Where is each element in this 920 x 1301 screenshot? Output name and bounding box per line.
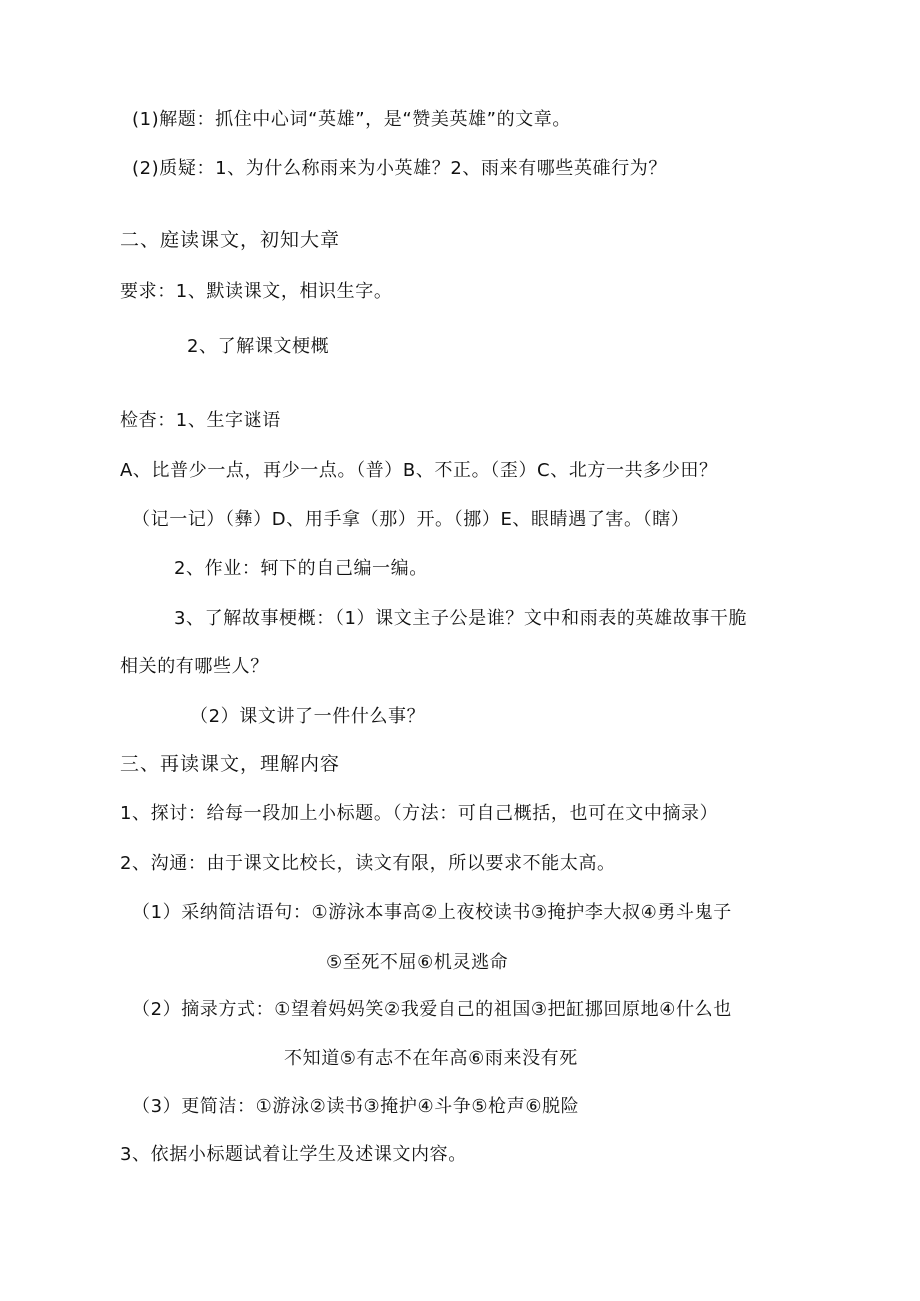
section-heading-3: 三、再读课文，理解内容 [120, 753, 341, 775]
text-line-homework: 2、作业：轲下的自己编一编。 [174, 558, 428, 579]
text-line-story-summary-cont: 相关的有哪些人？ [120, 656, 269, 677]
text-line-1: (1)解题：抓住中心词“英雄”，是“赞美英雄”的文章。 [132, 109, 571, 130]
section-heading-2: 二、庭读课文，初知大章 [120, 229, 341, 251]
text-line-riddles-1: A、比普少一点，再少一点。（普）B、不正。（歪）C、北方一共多少田？ [120, 460, 718, 481]
text-line-requirements: 要求：1、默读课文，相识生字。 [120, 281, 393, 302]
text-line-option-3: （3）更简洁：①游泳②读书③掩护④斗争⑤枪声⑥脱险 [132, 1096, 580, 1117]
text-line-story-question-2: （2）课文讲了一件什么事？ [190, 706, 426, 727]
text-line-check: 检杳：1、生字谜语 [120, 410, 281, 431]
text-line-riddles-2: （记一记）（彝）D、用手拿（那）开。（挪）E、眼睛遇了害。（瞎） [132, 509, 690, 530]
text-line-2: (2)质疑：1、为什么称雨来为小英雄？2、雨来有哪些英碓行为？ [132, 158, 667, 179]
text-line-communicate: 2、沟通：由于课文比校长，读文有限，所以要求不能太高。 [120, 853, 616, 874]
text-line-requirement-2: 2、了解课文梗概 [187, 336, 330, 357]
text-line-retell: 3、依据小标题试着让学生及述课文内容。 [120, 1144, 467, 1165]
text-line-option-1-cont: ⑤至死不屈⑥机灵逃命 [326, 952, 509, 973]
text-line-option-2-cont: 不知道⑤有志不在年高⑥雨来没有死 [284, 1048, 578, 1069]
text-line-option-2: （2）摘录方式：①望着妈妈笑②我爱自己的祖国③把缸挪回原地④什么也 [132, 999, 732, 1020]
text-line-option-1: （1）采纳简洁语句：①游泳本事高②上夜校读书③掩护李大叔④勇斗鬼子 [132, 902, 732, 923]
text-line-story-summary: 3、了解故事梗概：（1）课文主子公是谁？文中和雨表的英雄故事干脆 [174, 608, 748, 629]
text-line-discuss: 1、探讨：给每一段加上小标题。（方法：可自己概括，也可在文中摘录） [120, 803, 719, 824]
